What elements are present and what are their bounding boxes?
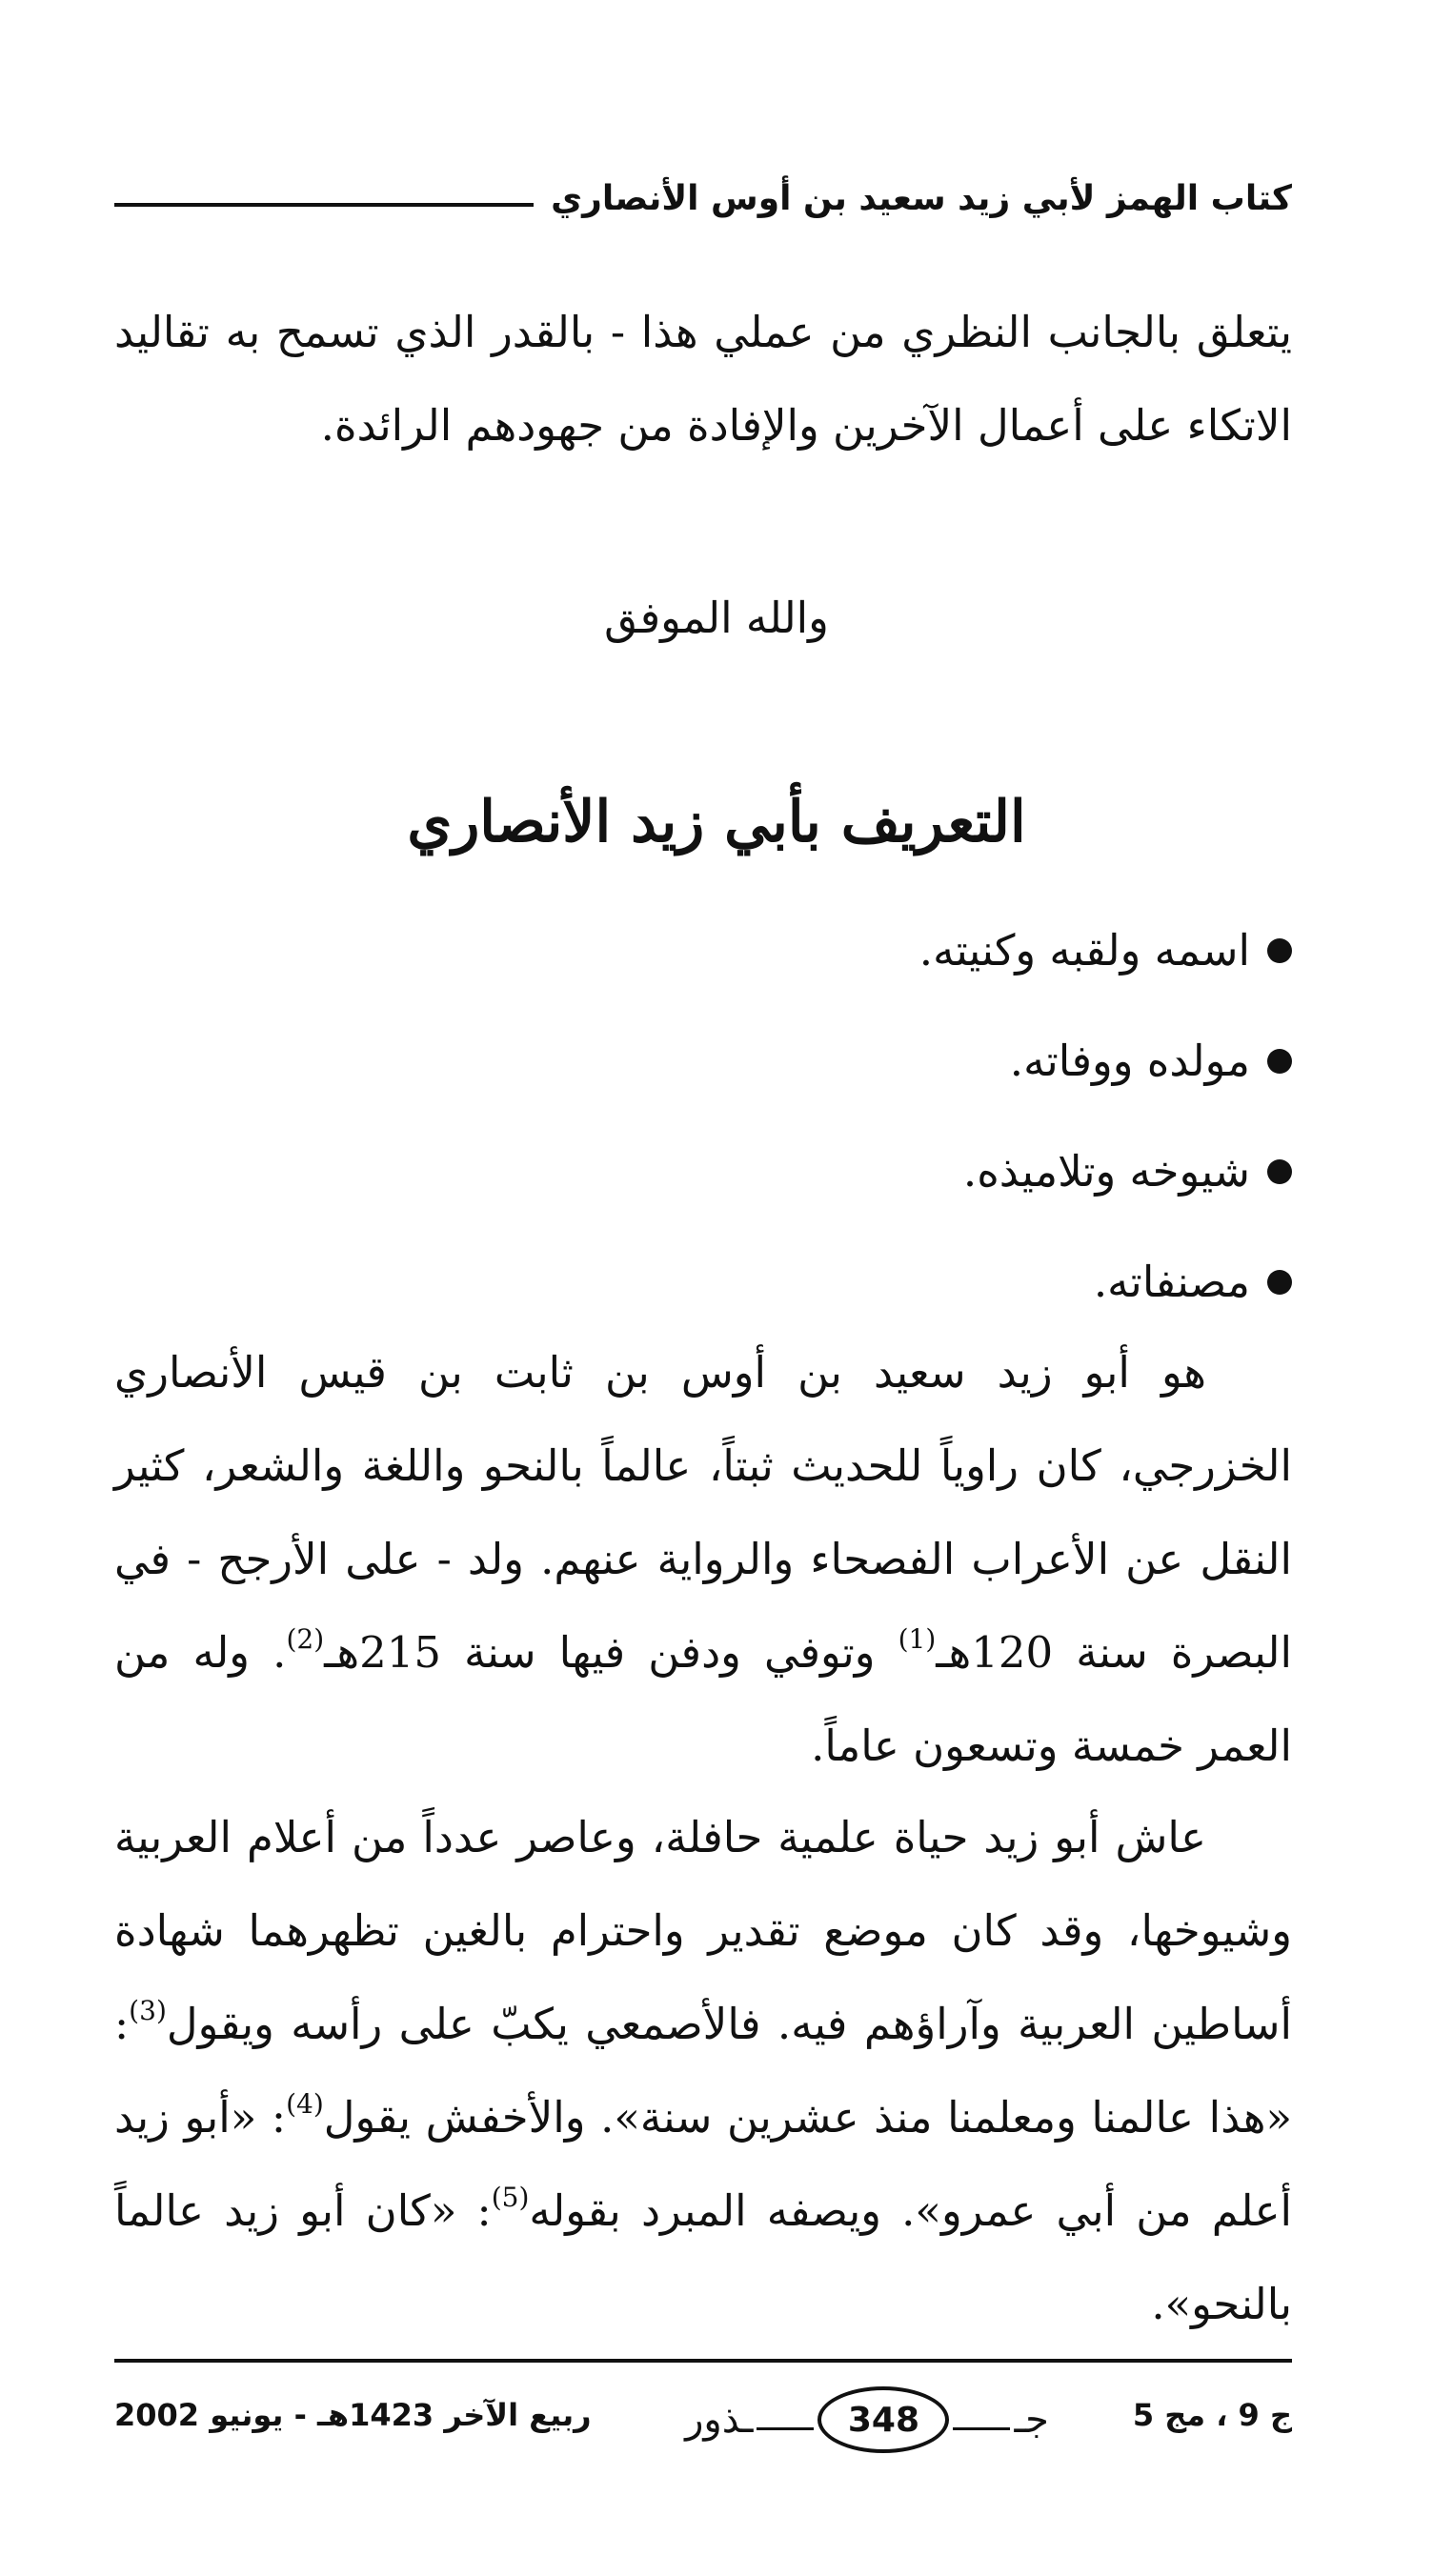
biography-text: . وله من العمر خمسة وتسعون عاماً.	[114, 1627, 1292, 1771]
list-item	[114, 1227, 1292, 1338]
journal-logo	[648, 2382, 1086, 2458]
logo-stroke	[757, 2427, 814, 2430]
list-item	[114, 1117, 1292, 1227]
section-heading: التعريف بأبي زيد الأنصاري	[407, 789, 1026, 855]
bullet-icon	[1267, 938, 1292, 963]
footer-rule	[114, 2359, 1292, 2363]
footnote-ref-2[interactable]: (2)	[286, 1623, 325, 1655]
page-number: 348	[817, 2386, 949, 2453]
list-item	[114, 896, 1292, 1006]
running-header	[114, 160, 1292, 236]
closing-phrase: والله الموفق	[604, 593, 829, 643]
biography-text: وتوفي ودفن فيها سنة 215هـ	[324, 1627, 898, 1678]
topic-label: مصنفاته.	[1093, 1257, 1250, 1307]
topics-list	[114, 896, 1292, 1338]
page-footer	[114, 2382, 1292, 2458]
list-item	[114, 1006, 1292, 1117]
life-text: : «كان أبو زيد عالماً بالنحو».	[114, 2185, 1292, 2329]
intro-paragraph: يتعلق بالجانب النظري من عملي هذا - بالقدر الذي تسمح به تقاليد الاتكاء على أعمال الآخرين والإفادة من جهودهم الرائدة.	[114, 307, 1292, 451]
journal-name-part: ـذور	[685, 2398, 754, 2442]
life-text: : «أبو زيد أعلم من أبي عمرو». ويصفه المبرد بقوله	[114, 2092, 1292, 2236]
topic-label: مولده ووفاته.	[1009, 1036, 1250, 1086]
header-rule	[114, 203, 534, 207]
life-text: عاش أبو زيد حياة علمية حافلة، وعاصر عدداً من أعلام العربية وشيوخها، وقد كان موضع تقدير واحترام بالغين تظهرهما شهادة أساطين العربية وآراؤهم فيه. فالأصمعي يكبّ على رأسه ويقول	[114, 1812, 1292, 2049]
scholarly-life-paragraph	[114, 1791, 1292, 2351]
journal-name-part: جـ	[1014, 2398, 1049, 2442]
volume-issue: ج 9 ، مج 5	[1132, 2397, 1292, 2433]
biography-paragraph	[114, 1326, 1292, 1793]
bullet-icon	[1267, 1270, 1292, 1295]
life-text: : «هذا عالمنا ومعلمنا منذ عشرين سنة». والأخفش يقول	[114, 1999, 1293, 2143]
footnote-ref-1[interactable]: (1)	[898, 1623, 937, 1655]
footnote-ref-3[interactable]: (3)	[129, 1995, 167, 2026]
footnote-ref-4[interactable]: (4)	[286, 2088, 324, 2120]
bullet-icon	[1267, 1049, 1292, 1074]
biography-text: هو أبو زيد سعيد بن أوس بن ثابت بن قيس الأنصاري الخزرجي، كان راوياً للحديث ثبتاً، عالماً بالنحو واللغة والشعر، كثير النقل عن الأعراب الفصحاء والرواية عنهم. ولد - على الأرجح - في البصرة سنة 120هـ	[114, 1347, 1292, 1678]
logo-stroke	[953, 2427, 1010, 2430]
running-title: كتاب الهمز لأبي زيد سعيد بن أوس الأنصاري	[551, 178, 1292, 218]
topic-label: اسمه ولقبه وكنيته.	[918, 925, 1250, 976]
issue-date: ربيع الآخر 1423هـ - يونيو 2002	[114, 2397, 592, 2433]
footnote-ref-5[interactable]: (5)	[491, 2182, 530, 2213]
bullet-icon	[1267, 1159, 1292, 1184]
topic-label: شيوخه وتلاميذه.	[962, 1146, 1250, 1197]
